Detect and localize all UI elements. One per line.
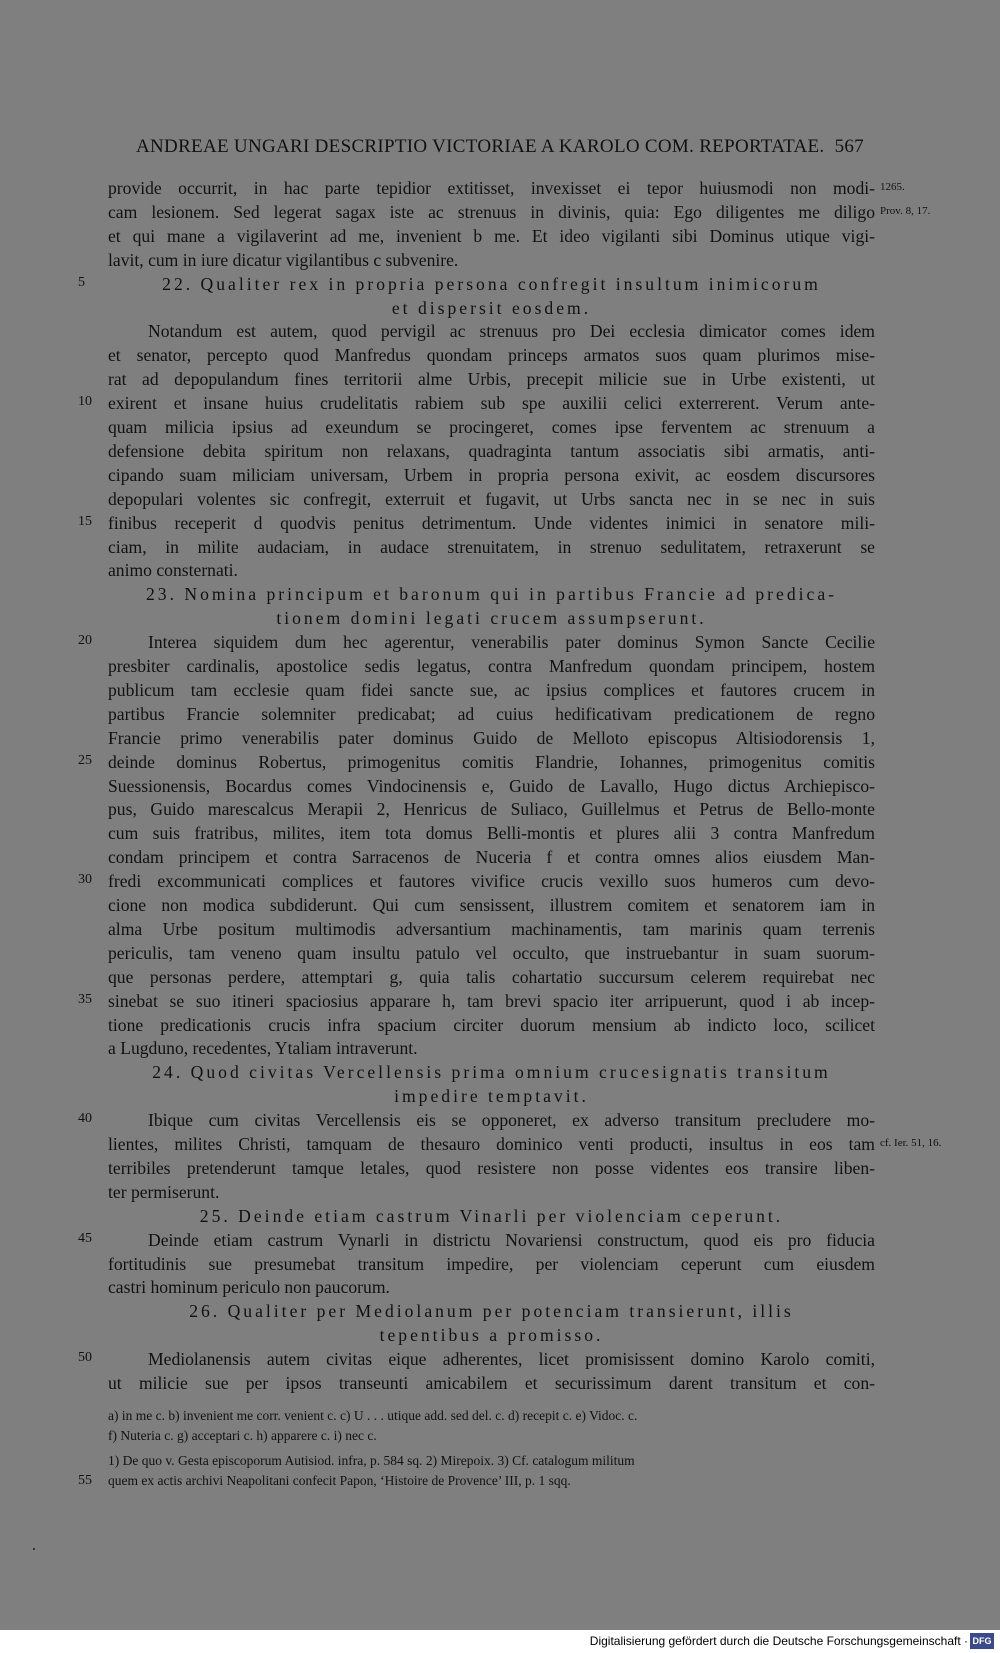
text-line: Mediolanensis autem civitas eique adherentes, licet promisissent domino Karolo comiti, — [148, 1349, 875, 1370]
text-line: Ibique cum civitas Vercellensis eis se opponeret, ex adverso transitum precludere mo- — [148, 1110, 875, 1131]
text-line: lientes, milites Christi, tamquam de thesauro dominico venti producti, insultus in eos tam — [108, 1134, 875, 1154]
text-line: Notandum est autem, quod pervigil ac strenuus pro Dei ecclesia dimicator comes idem — [148, 321, 875, 342]
text-line: fortitudinis sue presumebat transitum impedire, per violenciam ceperunt cum eiusdem — [108, 1253, 875, 1274]
speck — [33, 1548, 35, 1550]
line-number: 5 — [78, 274, 85, 290]
text-line: quam milicia ipsius ad exeundum se procingeret, comes ipse ferventem ac strenuum a — [108, 417, 875, 437]
line-number: 15 — [78, 513, 92, 529]
running-header — [0, 136, 1000, 158]
text-line: finibus receperit d quodvis penitus detrimentum. Unde videntes inimici in senatore mili- — [108, 512, 875, 533]
footnote-notes-1: 1) De quo v. Gesta episcoporum Autisiod. infra, p. 584 sq. 2) Mirepoix. 3) Cf. catalogum militum — [108, 1453, 635, 1468]
section-heading-line: 26. Qualiter per Mediolanum per potenciam transierunt, illis — [189, 1301, 794, 1322]
section-heading-line: 23. Nomina principum et baronum qui in partibus Francie ad predica- — [145, 584, 838, 605]
footnote-variants-1: a) in me c. b) invenient me corr. venient c. c) U . . . utique add. sed del. c. d) recepit c. e) Vidoc. c. — [108, 1408, 638, 1423]
text-line: et qui mane a vigilaverint ad me, invenient b me. Et ideo vigilanti sibi Dominus utique vigi- — [108, 225, 875, 246]
text-line: partibus Francie solemniter predicabat; ad cuius hedificativam predicationem de regno — [108, 703, 875, 724]
text-line: terribiles pretenderunt tamque letales, quod resistere non posse videntes eos transire liben- — [108, 1157, 875, 1178]
line-number: 35 — [78, 991, 92, 1007]
footer-bar — [0, 1630, 1000, 1653]
text-line: provide occurrit, in hac parte tepidior extitisset, invexisset ei tepor huiusmodi non modi- — [108, 178, 875, 198]
text-line: animo consternati. — [108, 560, 238, 581]
text-line: cam lesionem. Sed legerat sagax iste ac strenuus in divinis, quia: Ego diligentes me diligo — [108, 201, 875, 222]
text-line: ciam, in milite audaciam, in audace strenuitatem, in strenuo sedulitatem, retraxerunt se — [108, 536, 875, 557]
text-line: depopulari volentes sic confregit, exterruit et fugavit, ut Urbs sancta nec in se nec in suis — [108, 488, 875, 509]
text-line: Deinde etiam castrum Vynarli in districtu Novariensi constructum, quod eis pro fiducia — [148, 1229, 875, 1250]
text-line: periculis, tam veneno quam insultu patulo vel occulto, que instruebantur in suam suorum- — [108, 942, 875, 963]
section-heading-line: tepentibus a promisso. — [379, 1325, 604, 1346]
text-line: presbiter cardinalis, apostolice sedis legatus, contra Manfredum quondam principem, hostem — [108, 656, 875, 676]
text-line: tione predicationis crucis infra spacium circiter duorum mensium ab indicto loco, scilicet — [108, 1014, 875, 1035]
line-number: 25 — [78, 752, 92, 768]
footnote-line-number: 55 — [78, 1473, 92, 1488]
text-line: ter permiserunt. — [108, 1181, 220, 1202]
line-number: 40 — [78, 1111, 92, 1127]
text-line: publicum tam ecclesie quam fidei sancte sue, ac ipsius complices et fautores crucem in — [108, 679, 875, 700]
text-line: cione non modica subdiderunt. Qui cum sensissent, illustrem comitem et senatorem iam in — [108, 895, 875, 915]
line-number: 20 — [78, 633, 92, 649]
margin-note: 1265. — [880, 181, 905, 193]
text-line: alma Urbe positum multimodis adversantium machinamentis, tam marinis quam terrenis — [108, 918, 875, 939]
text-line: ut milicie sue per ipsos transeunti amicabilem et securissimum darent transitum et con- — [108, 1373, 875, 1393]
line-number: 50 — [78, 1350, 92, 1366]
text-line: cipando suam miliciam universam, Urbem in propria persona exivit, ac eosdem discursores — [108, 464, 875, 485]
text-line: et senator, percepto quod Manfredus quondam princeps armatos suos quam plurimos mise- — [108, 345, 875, 366]
footnote-notes-2: quem ex actis archivi Neapolitani confecit Papon, ‘Histoire de Provence’ III, p. 1 sqq. — [108, 1473, 571, 1488]
text-line: castri hominum periculo non paucorum. — [108, 1277, 390, 1298]
text-line: Francie primo venerabilis pater dominus Guido de Melloto episcopus Altisiodorensis 1, — [108, 727, 875, 748]
margin-note: Prov. 8, 17. — [880, 204, 931, 217]
header-title: ANDREAE UNGARI DESCRIPTIO VICTORIAE A KAROLO COM. REPORTATAE. — [136, 136, 825, 157]
section-heading-line: 25. Deinde etiam castrum Vinarli per violenciam ceperunt. — [199, 1205, 784, 1226]
section-heading-line: 22. Qualiter rex in propria persona confregit insultum inimicorum — [162, 273, 821, 294]
text-line: rat ad depopulandum fines territorii alme Urbis, precepit milicie sue in Urbe existenti, ut — [108, 369, 875, 390]
section-heading-line: et dispersit eosdem. — [391, 297, 592, 318]
footnote-variants-2: f) Nuteria c. g) acceptari c. h) apparere c. i) nec c. — [108, 1428, 377, 1443]
line-number: 10 — [78, 394, 92, 410]
text-line: a Lugduno, recedentes, Ytaliam intraverunt. — [108, 1038, 418, 1059]
footer-credit: Digitalisierung gefördert durch die Deutsche Forschungsgemeinschaft · — [589, 1634, 968, 1648]
text-line: Interea siquidem dum hec agerentur, venerabilis pater dominus Symon Sancte Cecilie — [148, 632, 875, 653]
section-heading-line: 24. Quod civitas Vercellensis prima omnium crucesignatis transitum — [152, 1062, 831, 1083]
page-number: 567 — [834, 136, 864, 157]
text-line: Suessionensis, Bocardus comes Vindocinensis e, Guido de Lavallo, Hugo dictus Archiepisco- — [108, 775, 875, 796]
text-line: exirent et insane huius crudelitatis rabiem sub spe auxilii celici exterrerent. Verum ante- — [108, 393, 875, 414]
section-heading-line: impedire temptavit. — [394, 1086, 589, 1107]
line-number: 30 — [78, 872, 92, 888]
text-line: pus, Guido marescalcus Merapii 2, Henricus de Suliaco, Guillelmus et Petrus de Bello-monte — [108, 799, 875, 820]
line-number: 45 — [78, 1230, 92, 1246]
text-line: defensione debita spiritum non relaxans, quadraginta tantum associatis sibi armatis, anti- — [108, 440, 875, 461]
text-line: deinde dominus Robertus, primogenitus comitis Flandrie, Iohannes, primogenitus comitis — [108, 751, 875, 772]
text-line: condam principem et contra Sarracenos de Nuceria f et contra omnes alios eiusdem Man- — [108, 847, 875, 868]
text-line: sinebat se suo itineri spaciosius apparare h, tam brevi spacio iter arripuerunt, quod i ab incep- — [108, 990, 875, 1011]
margin-note: cf. Ier. 51, 16. — [880, 1137, 942, 1149]
text-line: lavit, cum in iure dicatur vigilantibus c subvenire. — [108, 249, 459, 270]
text-line: que personas perdere, attemptari g, quia talis cohartatio succursum celerem requirebat nec — [108, 966, 875, 987]
text-line: cum suis fratribus, milites, item tota domus Belli-montis et plures alii 3 contra Manfredum — [108, 823, 875, 844]
section-heading-line: tionem domini legati crucem assumpserunt. — [276, 608, 707, 629]
dfg-logo-icon: DFG — [970, 1633, 994, 1649]
text-line: fredi excommunicati complices et fautores vivifice crucis vexillo suos humeros cum devo- — [108, 871, 875, 892]
